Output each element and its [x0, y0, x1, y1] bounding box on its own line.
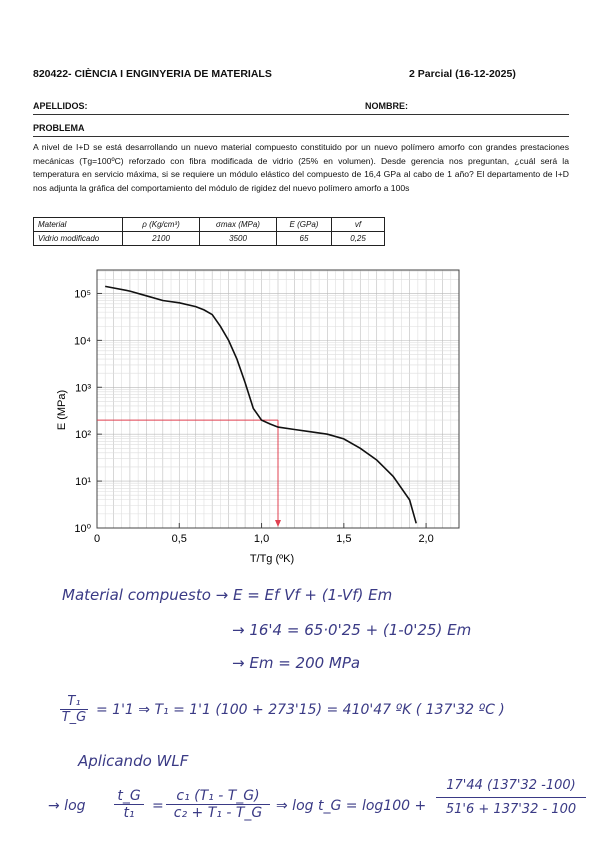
annotation-arrow — [275, 520, 281, 527]
x-tick-label: 1,0 — [253, 533, 270, 545]
exam-title: 2 Parcial (16-12-2025) — [409, 68, 516, 80]
handwritten-line-5: Aplicando WLF — [78, 752, 189, 770]
table-cell: 0,25 — [332, 232, 385, 246]
ratio-denominator: T_G — [61, 710, 87, 725]
table-cell: 2100 — [123, 232, 200, 246]
wlf-lhs-fraction — [114, 788, 144, 821]
y-tick-label: 10³ — [75, 382, 91, 395]
y-tick-label: 10² — [75, 429, 91, 442]
table-header-cell: vf — [332, 218, 385, 232]
course-title: 820422- CIÈNCIA I ENGINYERIA DE MATERIALS — [33, 68, 272, 80]
wlf-lhs-denominator: t₁ — [123, 805, 135, 821]
handwritten-line-3: → Em = 200 MPa — [232, 654, 361, 672]
wlf-implication: ⇒ log t_G = log100 + — [276, 798, 427, 814]
wlf-equation — [48, 778, 598, 838]
handwritten-line-4: = 1'1 ⇒ T₁ = 1'1 (100 + 273'15) = 410'47 ºK ( 137'32 ºC ) — [96, 702, 505, 718]
name-label: NOMBRE: — [365, 101, 408, 111]
header-rule — [33, 114, 569, 115]
table-header-cell: ρ (Kg/cm³) — [123, 218, 200, 232]
wlf-equals: = — [152, 798, 164, 814]
y-tick-label: 10¹ — [75, 476, 91, 489]
section-title: PROBLEMA — [33, 123, 85, 133]
x-tick-label: 0 — [93, 533, 101, 545]
section-rule — [33, 136, 569, 137]
ratio-fraction — [60, 694, 88, 725]
table-header-cell: Material — [34, 218, 123, 232]
y-tick-label: 10⁵ — [74, 288, 91, 301]
modulus-curve — [105, 286, 416, 523]
ratio-numerator: T₁ — [60, 694, 88, 710]
wlf-value-fraction — [436, 778, 586, 817]
surname-label: APELLIDOS: — [33, 101, 88, 111]
wlf-value-numerator: 17'44 (137'32 -100) — [436, 778, 586, 798]
modulus-chart — [0, 262, 600, 572]
table-header-row — [34, 218, 385, 232]
y-axis-label: E (MPa) — [56, 389, 68, 431]
wlf-log: → log — [48, 798, 86, 814]
y-tick-label: 10⁰ — [74, 523, 91, 535]
wlf-rhs-numerator: c₁ (T₁ - T_G) — [166, 788, 270, 805]
chart-ticks — [74, 288, 434, 545]
wlf-value-denominator: 51'6 + 137'32 - 100 — [445, 802, 577, 817]
wlf-lhs-numerator: t_G — [114, 788, 144, 805]
x-tick-label: 0,5 — [171, 533, 187, 545]
x-axis-label: T/Tg (ºK) — [249, 553, 295, 565]
table-header-cell: σmax (MPa) — [200, 218, 277, 232]
properties-table — [33, 217, 385, 246]
problem-statement: A nivel de I+D se está desarrollando un nuevo material compuesto constituido por un nuevo polímero amorfo con grandes prestaciones mecánicas (Tg=100ºC) reforzado con fibra modificada de vidrio (25% en volumen). Desde gerencia nos preguntan, ¿cuál será la temperatura en servicio máxima, si se requiere un módulo elástico del compuesto de 16,4 GPa al cabo de 1 año? El departamento de I+D nos adjunta la gráfica del comportamiento del módulo de rigidez del nuevo polímero amorfo a 100s — [33, 142, 569, 193]
handwritten-line-1: Material compuesto → E = Ef Vf + (1-Vf) Em — [62, 586, 393, 604]
y-tick-label: 10⁴ — [74, 335, 91, 348]
x-tick-label: 1,5 — [336, 533, 352, 545]
wlf-rhs-fraction — [166, 788, 270, 821]
table-cell: Vidrio modificado — [34, 232, 123, 246]
x-tick-label: 2,0 — [418, 533, 434, 545]
table-header-cell: E (GPa) — [277, 218, 332, 232]
table-cell: 3500 — [200, 232, 277, 246]
table-row — [34, 232, 385, 246]
table-cell: 65 — [277, 232, 332, 246]
handwritten-line-2: → 16'4 = 65·0'25 + (1-0'25) Em — [232, 621, 472, 639]
wlf-rhs-denominator: c₂ + T₁ - T_G — [173, 805, 263, 821]
